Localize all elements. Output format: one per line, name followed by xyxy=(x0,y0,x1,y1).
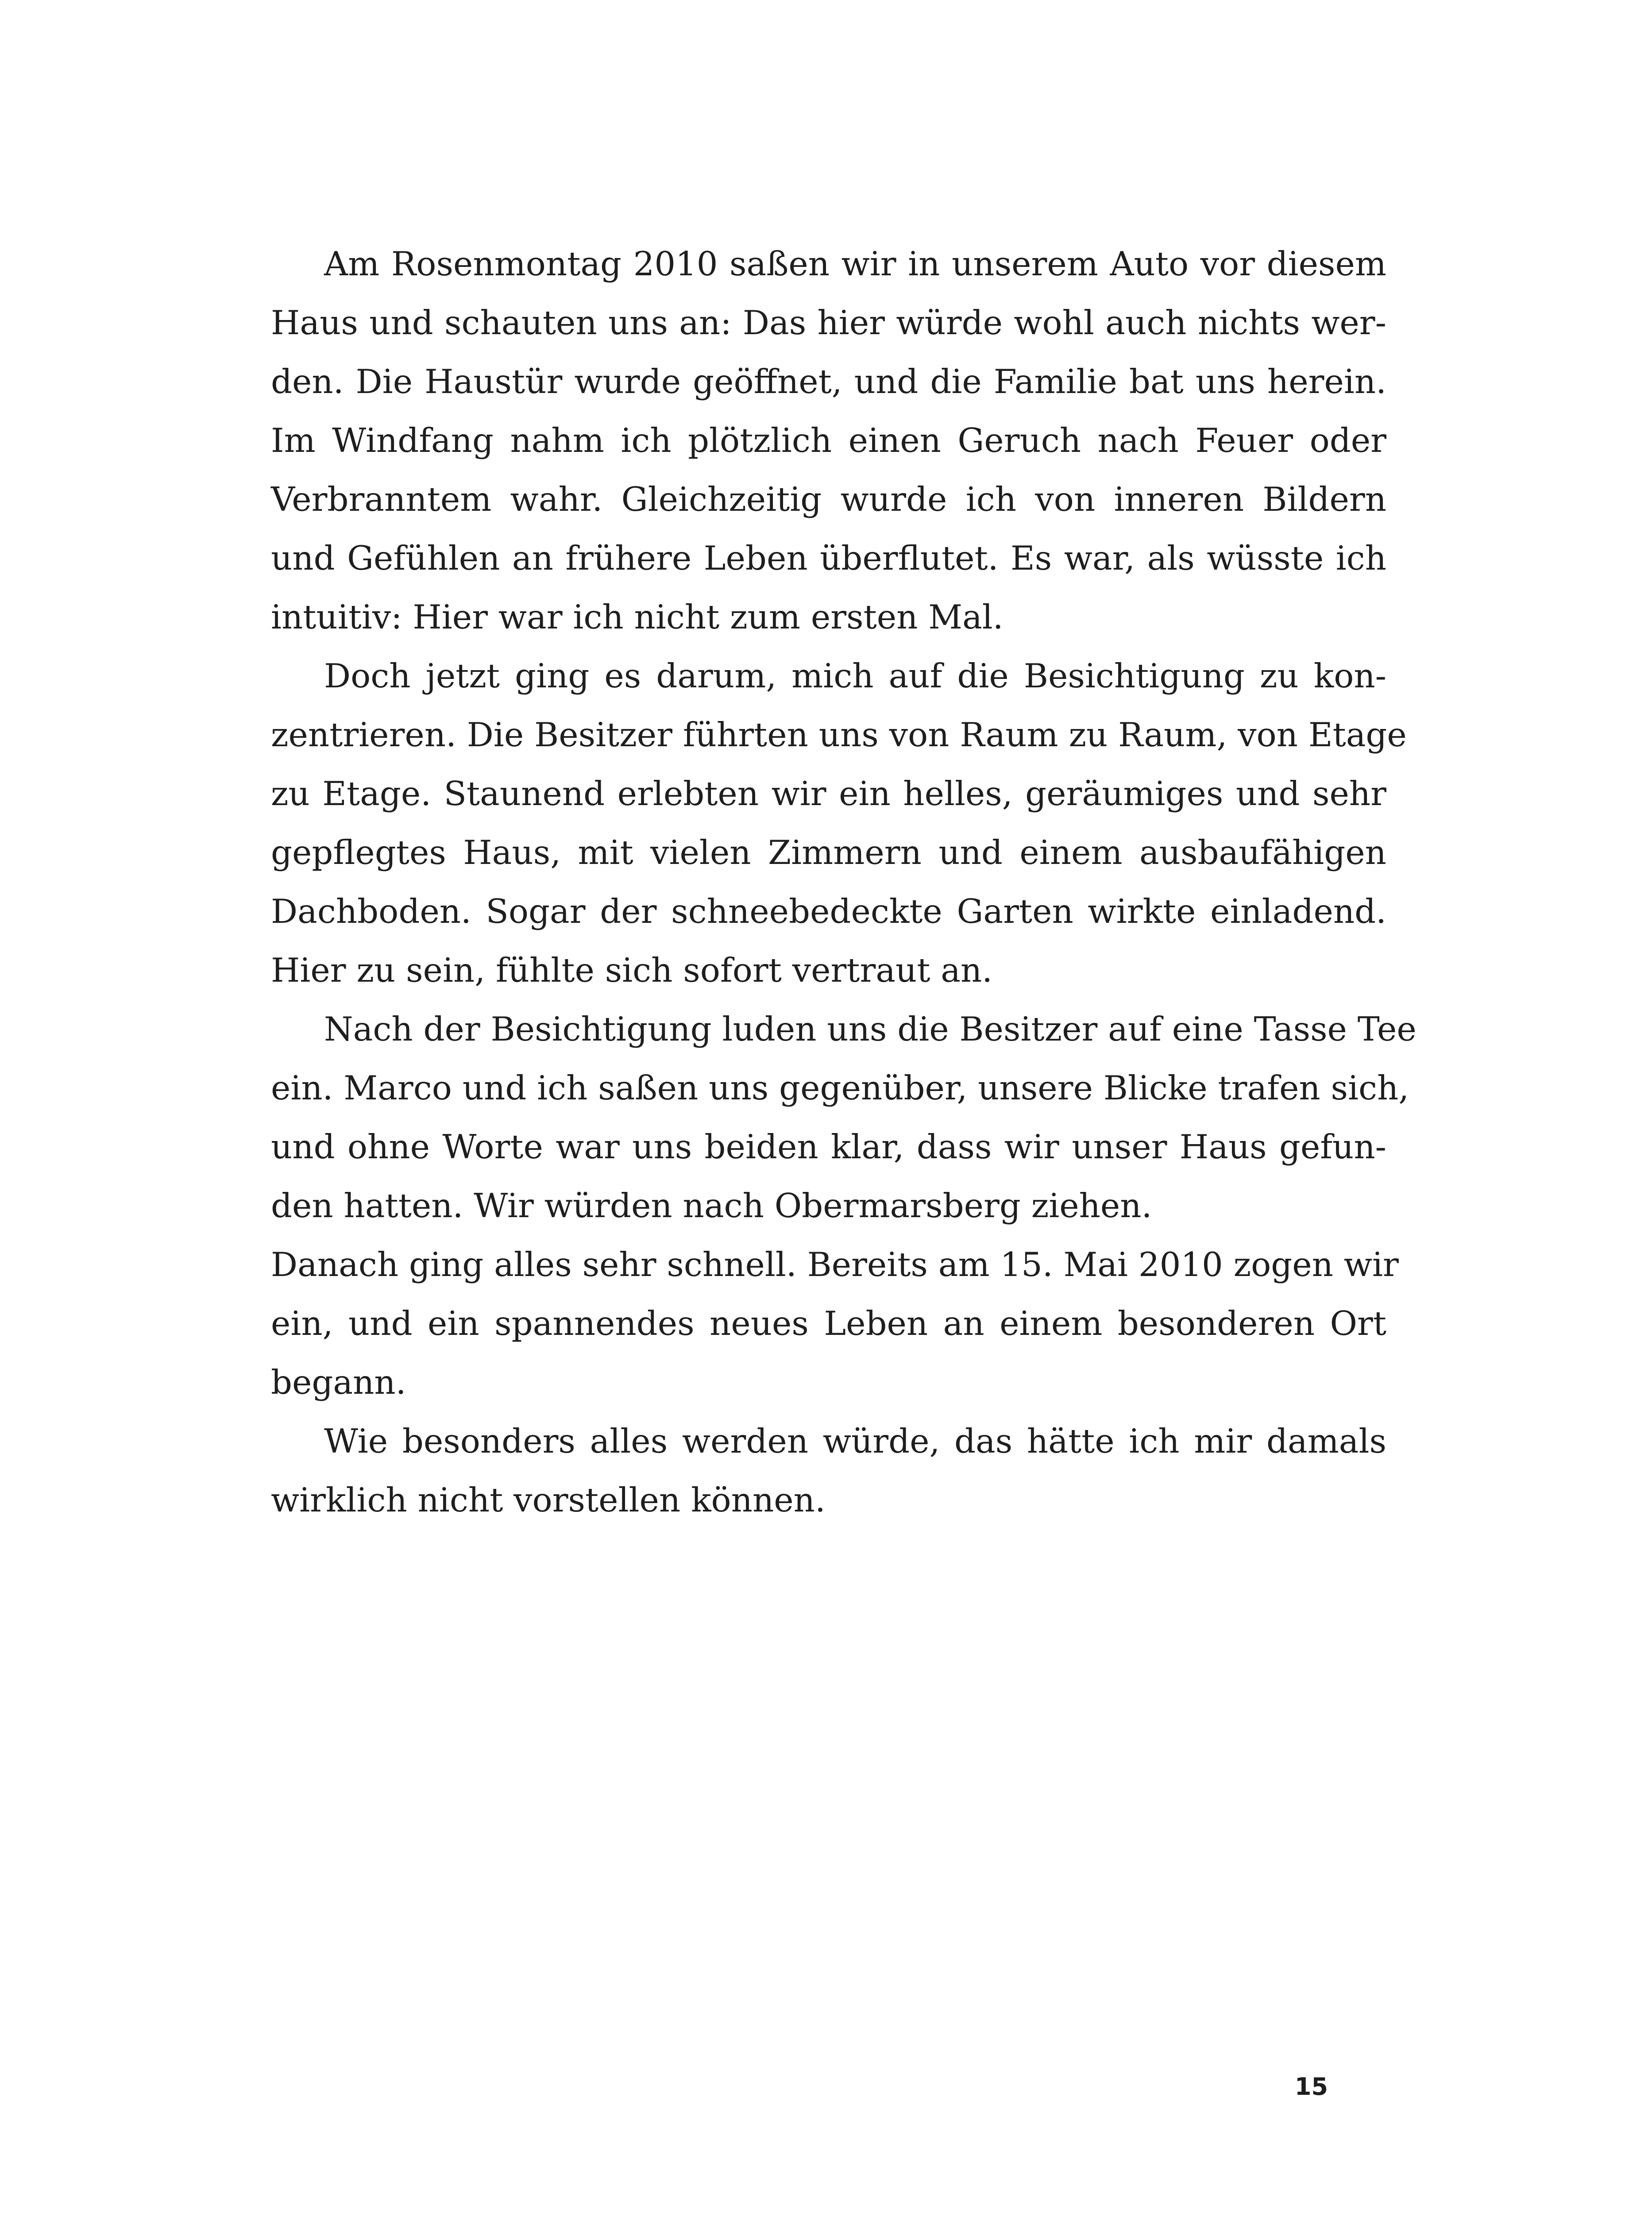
body-text xyxy=(271,235,1417,1530)
text-line: den. Die Haustür wurde geöffnet, und die Familie bat uns herein. xyxy=(271,362,1386,401)
text-line: Doch jetzt ging es darum, mich auf die Besichtigung zu kon- xyxy=(324,656,1386,695)
page-number: 15 xyxy=(1294,2073,1328,2101)
text-line: Dachboden. Sogar der schneebedeckte Garten wirkte einladend. xyxy=(271,892,1386,931)
text-line: Wie besonders alles werden würde, das hätte ich mir damals xyxy=(324,1422,1386,1461)
text-line: und Gefühlen an frühere Leben überflutet. Es war, als wüsste ich xyxy=(271,539,1386,578)
text-line: den hatten. Wir würden nach Obermarsberg ziehen. xyxy=(271,1186,1152,1225)
text-line: Haus und schauten uns an: Das hier würde wohl auch nichts wer- xyxy=(271,303,1386,342)
text-line: wirklich nicht vorstellen können. xyxy=(271,1480,826,1519)
text-line: ein, und ein spannendes neues Leben an einem besonderen Ort xyxy=(271,1304,1386,1343)
text-line: Danach ging alles sehr schnell. Bereits am 15. Mai 2010 zogen wir xyxy=(271,1245,1399,1284)
text-line: Nach der Besichtigung luden uns die Besitzer auf eine Tasse Tee xyxy=(324,1010,1417,1049)
text-line: begann. xyxy=(271,1363,406,1402)
text-line: zentrieren. Die Besitzer führten uns von Raum zu Raum, von Etage xyxy=(271,715,1407,754)
text-line: Im Windfang nahm ich plötzlich einen Geruch nach Feuer oder xyxy=(271,421,1386,460)
text-line: gepflegtes Haus, mit vielen Zimmern und einem ausbaufähigen xyxy=(271,833,1386,872)
text-line: Hier zu sein, fühlte sich sofort vertraut an. xyxy=(271,951,993,990)
text-line: ein. Marco und ich saßen uns gegenüber, unsere Blicke trafen sich, xyxy=(271,1068,1409,1107)
text-line: und ohne Worte war uns beiden klar, dass wir unser Haus gefun- xyxy=(271,1127,1386,1166)
text-line: Am Rosenmontag 2010 saßen wir in unserem Auto vor diesem xyxy=(324,244,1386,283)
text-line: zu Etage. Staunend erlebten wir ein helles, geräumiges und sehr xyxy=(271,774,1386,813)
text-line: intuitiv: Hier war ich nicht zum ersten Mal. xyxy=(271,598,1004,636)
text-line: Verbranntem wahr. Gleichzeitig wurde ich von inneren Bildern xyxy=(271,480,1386,519)
